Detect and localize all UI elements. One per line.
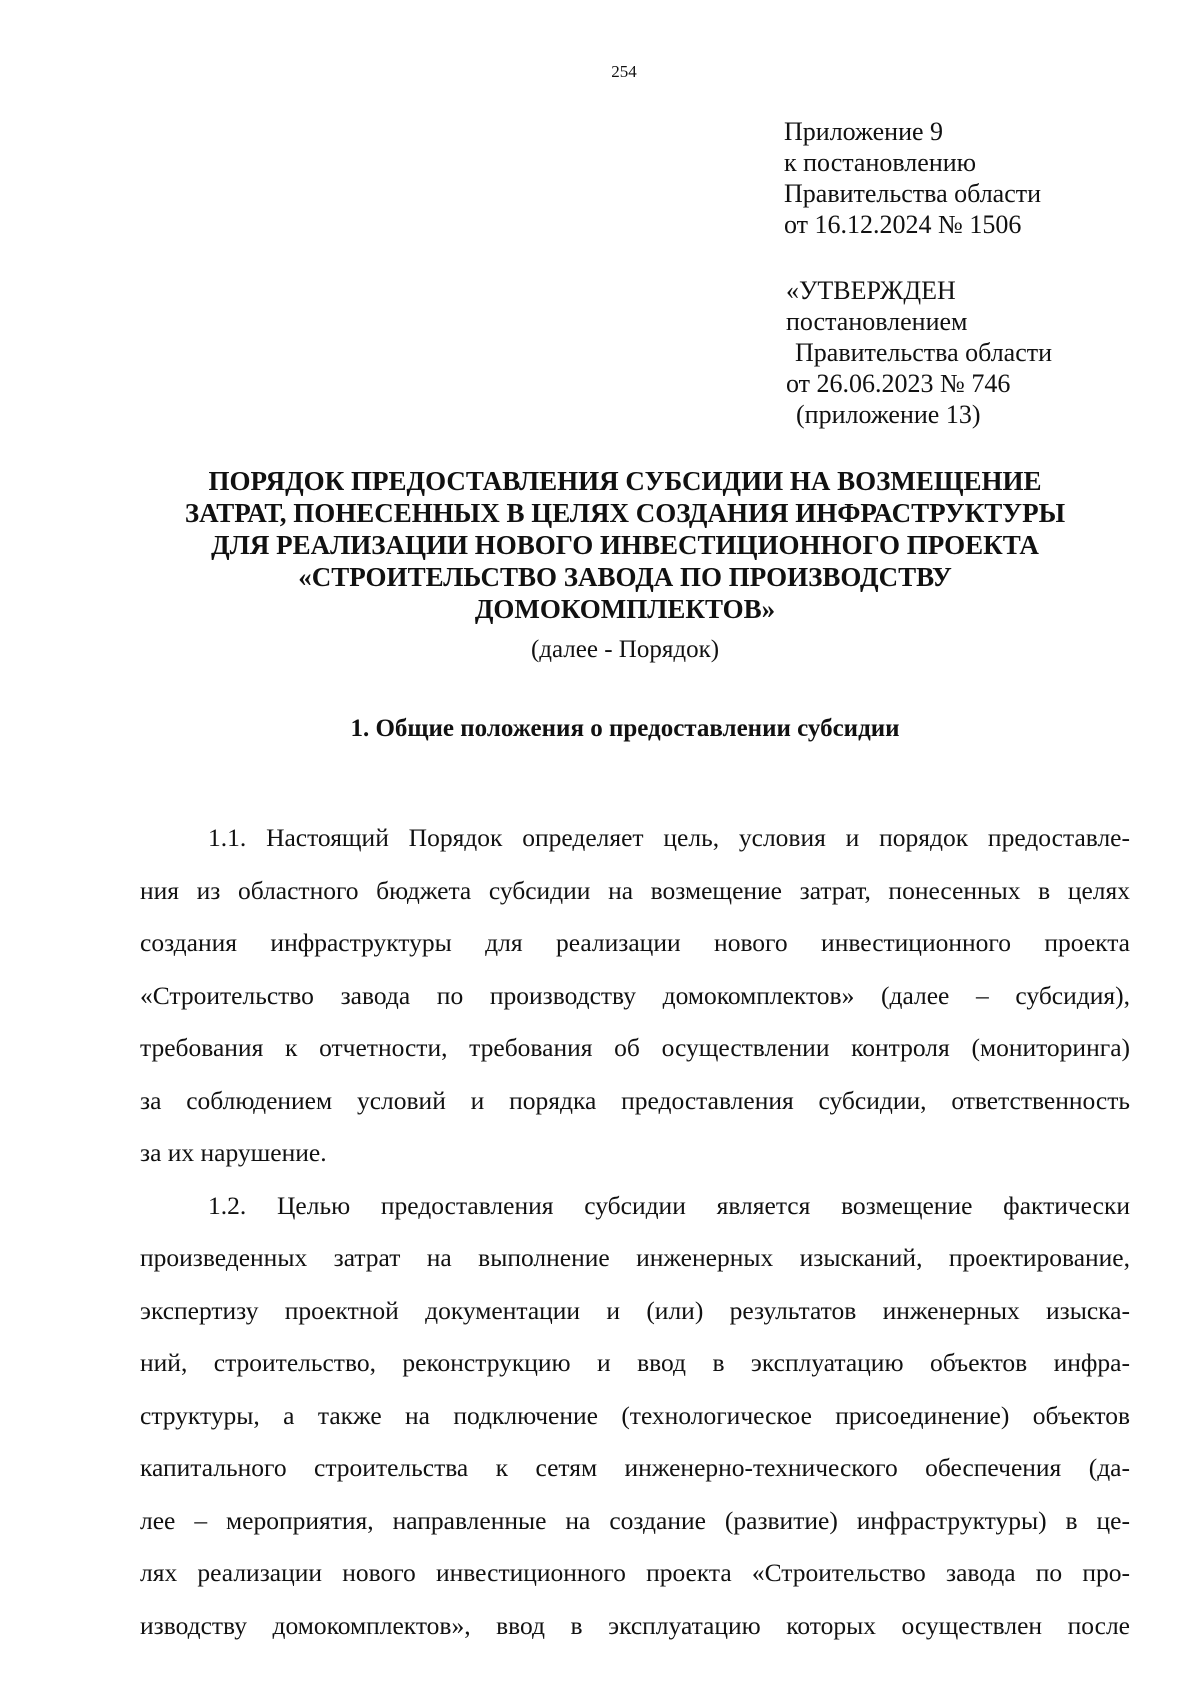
section-heading: 1. Общие положения о предоставлении субсидии xyxy=(350,715,900,742)
paragraph-line: изводству домокомплектов», ввод в эксплуатацию которых осуществлен после xyxy=(140,1610,1130,1640)
paragraph-line: экспертизу проектной документации и (или) результатов инженерных изыска- xyxy=(140,1295,1130,1325)
body-text xyxy=(140,812,1130,1652)
appendix-line: от 16.12.2024 № 1506 xyxy=(784,210,1022,239)
approval-line: (приложение 13) xyxy=(796,400,981,429)
paragraph-line: за соблюдением условий и порядка предоставления субсидии, ответственность xyxy=(140,1085,1130,1115)
approval-line: постановлением xyxy=(786,307,968,336)
paragraph-line: ния из областного бюджета субсидии на возмещение затрат, понесенных в целях xyxy=(140,875,1130,905)
title-line: ЗАТРАТ, ПОНЕСЕННЫХ В ЦЕЛЯХ СОЗДАНИЯ ИНФРАСТРУКТУРЫ xyxy=(184,498,1066,528)
paragraph-line: произведенных затрат на выполнение инженерных изысканий, проектирование, xyxy=(140,1243,1130,1272)
paragraph-line: лее – мероприятия, направленные на создание (развитие) инфраструктуры) в це- xyxy=(140,1505,1130,1535)
document-subtitle: (далее - Порядок) xyxy=(530,636,720,663)
paragraph-line: создания инфраструктуры для реализации нового инвестиционного проекта xyxy=(140,928,1130,957)
approval-line: «УТВЕРЖДЕН xyxy=(786,276,956,305)
appendix-line: Правительства области xyxy=(784,179,1042,208)
document-title xyxy=(145,465,1105,625)
appendix-block xyxy=(784,116,1041,240)
title-line: ДЛЯ РЕАЛИЗАЦИИ НОВОГО ИНВЕСТИЦИОННОГО ПРОЕКТА xyxy=(211,530,1039,560)
title-line: ДОМОКОМПЛЕКТОВ» xyxy=(474,594,776,624)
paragraph-line: капитального строительства к сетям инженерно-технического обеспечения (да- xyxy=(140,1453,1130,1482)
paragraph-line: 1.2. Целью предоставления субсидии является возмещение фактически xyxy=(208,1190,1130,1220)
paragraph-line: структуры, а также на подключение (технологическое присоединение) объектов xyxy=(140,1400,1130,1430)
title-line: ПОРЯДОК ПРЕДОСТАВЛЕНИЯ СУБСИДИИ НА ВОЗМЕЩЕНИЕ xyxy=(208,466,1042,496)
appendix-line: Приложение 9 xyxy=(784,117,944,146)
paragraph-line: лях реализации нового инвестиционного проекта «Строительство завода по про- xyxy=(140,1558,1130,1587)
paragraph-line: «Строительство завода по производству домокомплектов» (далее – субсидия), xyxy=(140,980,1130,1010)
approval-line: от 26.06.2023 № 746 xyxy=(786,369,1011,398)
page-number: 254 xyxy=(611,62,637,81)
approval-line: Правительства области xyxy=(795,338,1053,367)
paragraph-line: ний, строительство, реконструкцию и ввод в эксплуатацию объектов инфра- xyxy=(140,1348,1130,1377)
title-line: «СТРОИТЕЛЬСТВО ЗАВОДА ПО ПРОИЗВОДСТВУ xyxy=(298,562,952,592)
paragraph-line: требования к отчетности, требования об осуществлении контроля (мониторинга) xyxy=(140,1033,1130,1062)
approval-block xyxy=(786,275,1052,430)
paragraph-line: 1.1. Настоящий Порядок определяет цель, условия и порядок предоставле- xyxy=(208,823,1130,852)
appendix-line: к постановлению xyxy=(784,148,977,177)
paragraph-line: за их нарушение. xyxy=(140,1138,327,1167)
